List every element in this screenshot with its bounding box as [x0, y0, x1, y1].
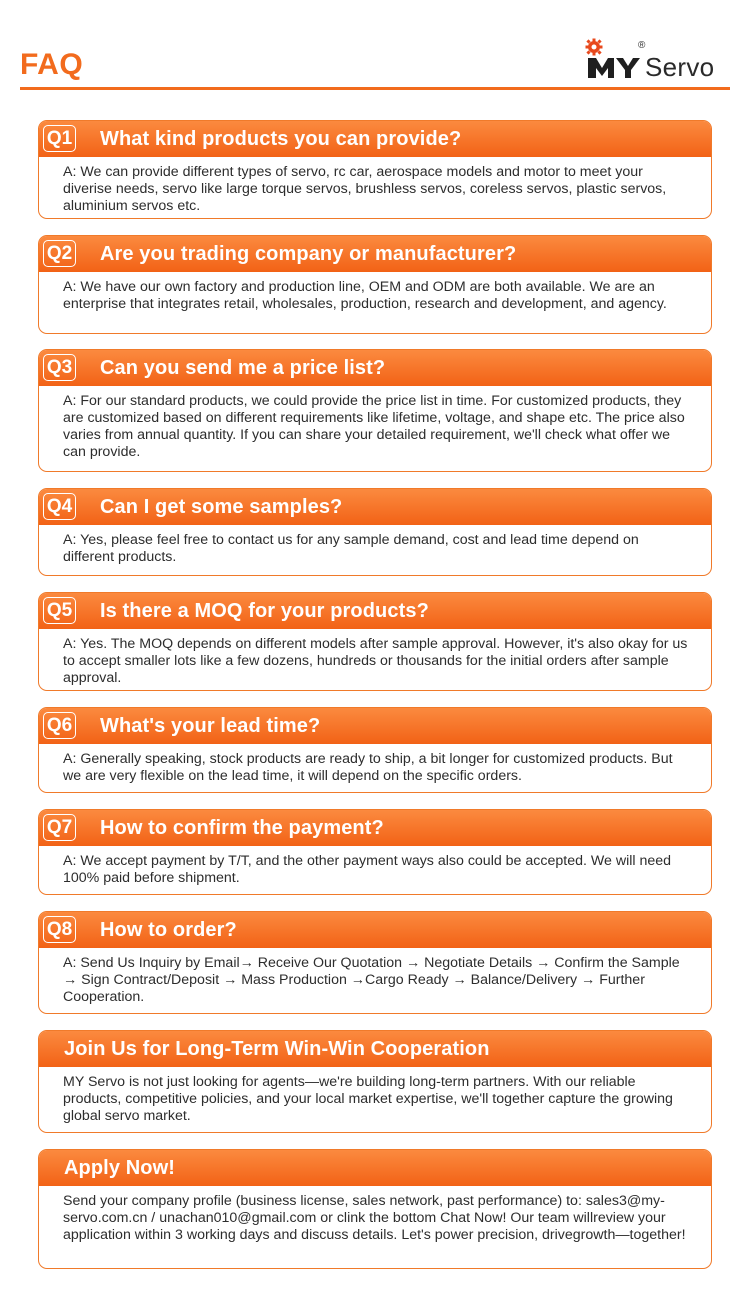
faq-question[interactable] — [39, 810, 711, 846]
apply-now-card — [38, 1149, 712, 1269]
join-us-body: MY Servo is not just looking for agents—we're building long-term partners. With our reliable products, competitive policies, and your local market expertise, we'll together capture the growing global servo market. — [63, 1074, 673, 1124]
page-header — [0, 0, 750, 92]
faq-card-q7 — [38, 809, 712, 895]
faq-card-q6 — [38, 707, 712, 793]
logo-text: Servo — [645, 52, 715, 82]
faq-question[interactable] — [39, 489, 711, 525]
question-title: Can you send me a price list? — [100, 357, 386, 379]
brand-logo[interactable] — [584, 38, 724, 82]
faq-answer: A: We have our own factory and production line, OEM and ODM are both available. We are an enterprise that integrates retail, wholesales, production, research and development, and agency. — [63, 279, 667, 312]
question-number-badge: Q6 — [43, 712, 76, 739]
join-us-header — [39, 1031, 711, 1067]
apply-now-title: Apply Now! — [64, 1157, 175, 1179]
question-number-badge: Q3 — [43, 354, 76, 381]
apply-now-header — [39, 1150, 711, 1186]
question-title: How to order? — [100, 919, 237, 941]
faq-card-q4 — [38, 488, 712, 576]
faq-question[interactable] — [39, 236, 711, 272]
faq-answer: A: Send Us Inquiry by Email→ Receive Our Quotation → Negotiate Details → Confirm the Sample → Sign Contract/Deposit → Mass Production →Cargo Ready → Balance/Delivery → Further Cooperation. — [63, 955, 680, 1005]
faq-card-q8 — [38, 911, 712, 1014]
question-title: Is there a MOQ for your products? — [100, 600, 429, 622]
faq-question[interactable] — [39, 912, 711, 948]
faq-question[interactable] — [39, 350, 711, 386]
question-title: How to confirm the payment? — [100, 817, 384, 839]
faq-question[interactable] — [39, 121, 711, 157]
question-number-badge: Q8 — [43, 916, 76, 943]
gear-logo-icon — [584, 38, 644, 82]
question-number-badge: Q5 — [43, 597, 76, 624]
question-title: Can I get some samples? — [100, 496, 343, 518]
page-title: FAQ — [20, 48, 84, 81]
faq-answer: A: Yes, please feel free to contact us for any sample demand, cost and lead time depend on different products. — [63, 532, 639, 565]
faq-card-q1 — [38, 120, 712, 219]
faq-question[interactable] — [39, 593, 711, 629]
question-title: What kind products you can provide? — [100, 128, 462, 150]
faq-question[interactable] — [39, 708, 711, 744]
registered-mark: ® — [638, 40, 646, 51]
faq-card-q3 — [38, 349, 712, 472]
question-number-badge: Q7 — [43, 814, 76, 841]
faq-answer: A: Generally speaking, stock products are ready to ship, a bit longer for customized products. But we are very flexible on the lead time, it will depend on the specific orders. — [63, 751, 673, 784]
question-title: Are you trading company or manufacturer? — [100, 243, 517, 265]
faq-answer: A: We accept payment by T/T, and the other payment ways also could be accepted. We will need 100% paid before shipment. — [63, 853, 672, 886]
question-number-badge: Q1 — [43, 125, 76, 152]
join-us-card — [38, 1030, 712, 1133]
faq-card-q2 — [38, 235, 712, 334]
faq-card-q5 — [38, 592, 712, 691]
question-number-badge: Q2 — [43, 240, 76, 267]
question-number-badge: Q4 — [43, 493, 76, 520]
question-title: What's your lead time? — [100, 715, 321, 737]
faq-answer: A: Yes. The MOQ depends on different models after sample approval. However, it's also okay for us to accept smaller lots like a few dozens, hundreds or thousands for the initial orders after sample approval. — [63, 636, 688, 686]
faq-answer: A: We can provide different types of servo, rc car, aerospace models and motor to meet your diverise needs, servo like large torque servos, brushless servos, coreless servos, plastic servos, aluminium servos etc. — [63, 164, 667, 214]
faq-answer: A: For our standard products, we could provide the price list in time. For customized products, they are customized based on different requirements like lifetime, voltage, and shape etc. The price also varies from annual quantity. If you can share your detailed requirement, we'll check what offer we can provide. — [63, 393, 685, 460]
apply-now-body: Send your company profile (business license, sales network, past performance) to: sales3@my-servo.com.cn / unachan010@gmail.com or clink the bottom Chat Now! Our team willreview your application within 3 working days and discuss details. Let's power precision, drivegrowth—together! — [63, 1193, 686, 1243]
header-divider — [20, 87, 730, 90]
join-us-title: Join Us for Long-Term Win-Win Cooperation — [64, 1038, 490, 1060]
